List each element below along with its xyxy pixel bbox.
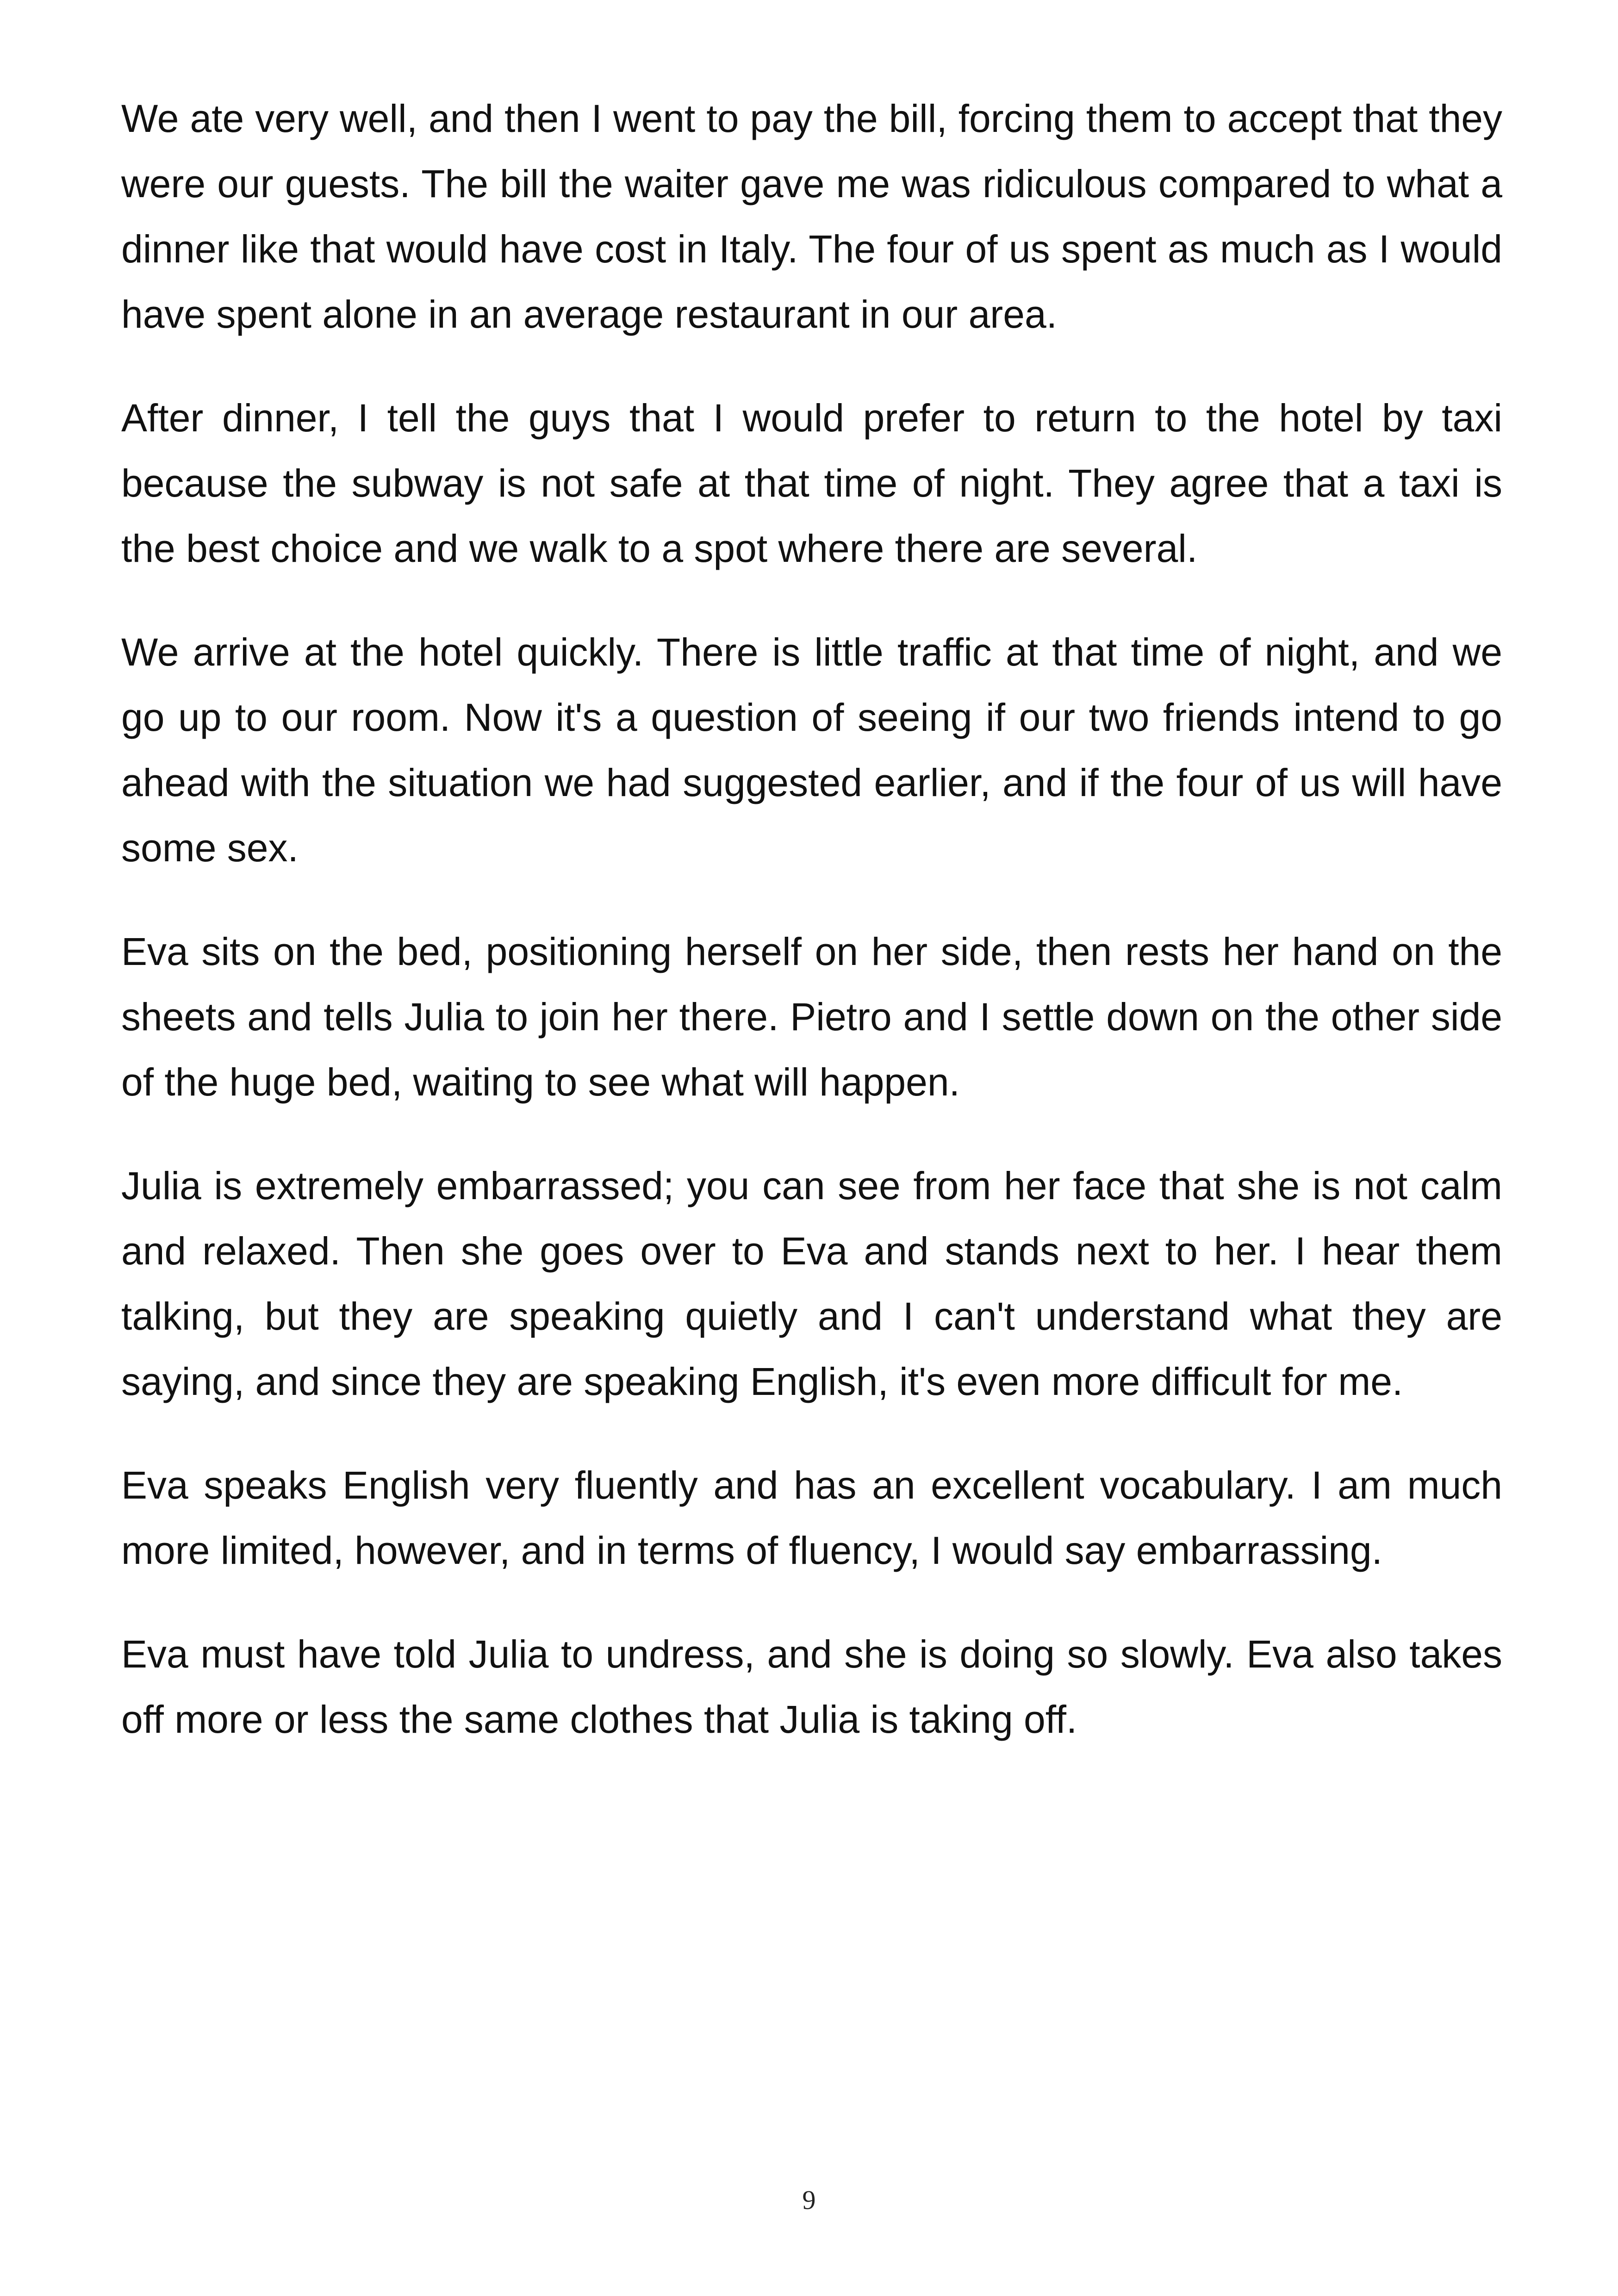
paragraph-3: We arrive at the hotel quickly. There is little traffic at that time of night, and we go up to our room. Now it's a question of seeing if our two friends intend to go ahead with the situation we had suggested earlier, and if the four of us will have some sex. [121, 630, 1502, 870]
paragraph-2: After dinner, I tell the guys that I would prefer to return to the hotel by taxi because the subway is not safe at that time of night. They agree that a taxi is the best choice and we walk to a spot where there are several. [121, 396, 1502, 570]
paragraph-5: Julia is extremely embarrassed; you can see from her face that she is not calm and relaxed. Then she goes over to Eva and stands next to her. I hear them talking, but they are speaking quietly and I can't understand what they are saying, and since they are speaking English, it's even more difficult for me. [121, 1164, 1502, 1403]
paragraph-7: Eva must have told Julia to undress, and she is doing so slowly. Eva also takes off more or less the same clothes that Julia is taking off. [121, 1632, 1502, 1741]
body-text [121, 86, 1502, 1791]
paragraph-6: Eva speaks English very fluently and has an excellent vocabulary. I am much more limited, however, and in terms of fluency, I would say embarrassing. [121, 1463, 1502, 1572]
paragraph-1: We ate very well, and then I went to pay the bill, forcing them to accept that they were our guests. The bill the waiter gave me was ridiculous compared to what a dinner like that would have cost in Italy. The four of us spent as much as I would have spent alone in an average restaurant in our area. [121, 97, 1502, 336]
page-number: 9 [802, 2185, 816, 2215]
paragraph-4: Eva sits on the bed, positioning herself on her side, then rests her hand on the sheets and tells Julia to join her there. Pietro and I settle down on the other side of the huge bed, waiting to see what will happen. [121, 930, 1502, 1104]
